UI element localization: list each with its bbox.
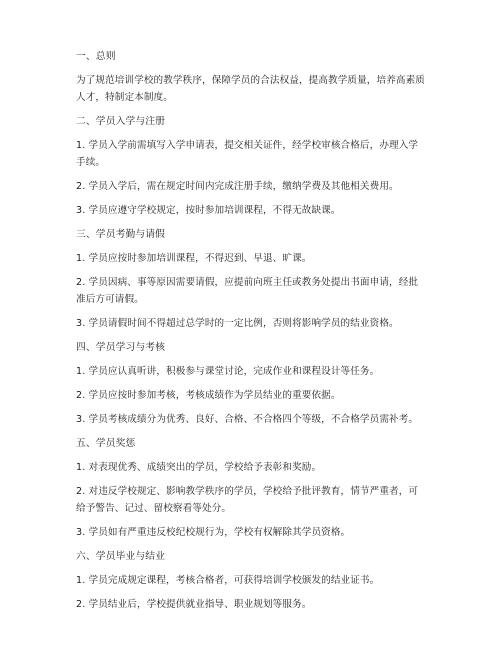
paragraph-line: 为了规范培训学校的教学秩序，保障学员的合法权益，提高教学质量，培养高素质 (76, 75, 425, 86)
paragraph-line: 1. 学员入学前需填写入学申请表，提交相关证件，经学校审核合格后，办理入学 (76, 140, 419, 151)
paragraph-line: 手续。 (76, 157, 106, 168)
paragraph-line: 2. 学员因病、事等原因需要请假，应提前向班主任或教务处提出书面申请，经批 (76, 277, 419, 288)
paragraph-line: 1. 对表现优秀、成绩突出的学员，学校给予表彰和奖励。 (76, 462, 322, 473)
paragraph-line: 2. 学员入学后，需在规定时间内完成注册手续，缴纳学费及其他相关费用。 (76, 181, 399, 192)
paragraph-line: 给予警告、记过、留校察看等处分。 (76, 503, 232, 514)
paragraph-line: 3. 学员考核成绩分为优秀、良好、合格、不合格四个等级，不合格学员需补考。 (76, 414, 419, 425)
section-heading: 三、学员考勤与请假 (76, 229, 166, 240)
paragraph-line: 1. 学员应认真听讲，积极参与课堂讨论，完成作业和课程设计等任务。 (76, 366, 380, 377)
section-heading: 一、总则 (76, 51, 116, 62)
paragraph-line: 3. 学员应遵守学校规定，按时参加培训课程，不得无故缺课。 (76, 205, 341, 216)
section-heading: 五、学员奖惩 (76, 438, 136, 449)
paragraph-line: 1. 学员完成规定课程，考核合格者，可获得培训学校颁发的结业证书。 (76, 575, 380, 586)
paragraph-line: 准后方可请假。 (76, 294, 144, 305)
paragraph-line: 3. 学员请假时间不得超过总学时的一定比例，否则将影响学员的结业资格。 (76, 318, 399, 329)
section-heading: 四、学员学习与考核 (76, 342, 166, 353)
paragraph-line: 2. 对违反学校规定、影响教学秩序的学员，学校给予批评教育，情节严重者，可 (76, 486, 419, 497)
paragraph-line: 2. 学员应按时参加考核，考核成绩作为学员结业的重要依据。 (76, 390, 341, 401)
section-heading: 六、学员毕业与结业 (76, 551, 166, 562)
paragraph-line: 1. 学员应按时参加培训课程，不得迟到、早退、旷课。 (76, 253, 312, 264)
paragraph-line: 人才，特制定本制度。 (76, 92, 173, 103)
paragraph-line: 3. 学员如有严重违反校纪校规行为，学校有权解除其学员资格。 (76, 527, 351, 538)
section-heading: 二、学员入学与注册 (76, 116, 166, 127)
paragraph-line: 2. 学员结业后，学校提供就业指导、职业规划等服务。 (76, 599, 312, 610)
